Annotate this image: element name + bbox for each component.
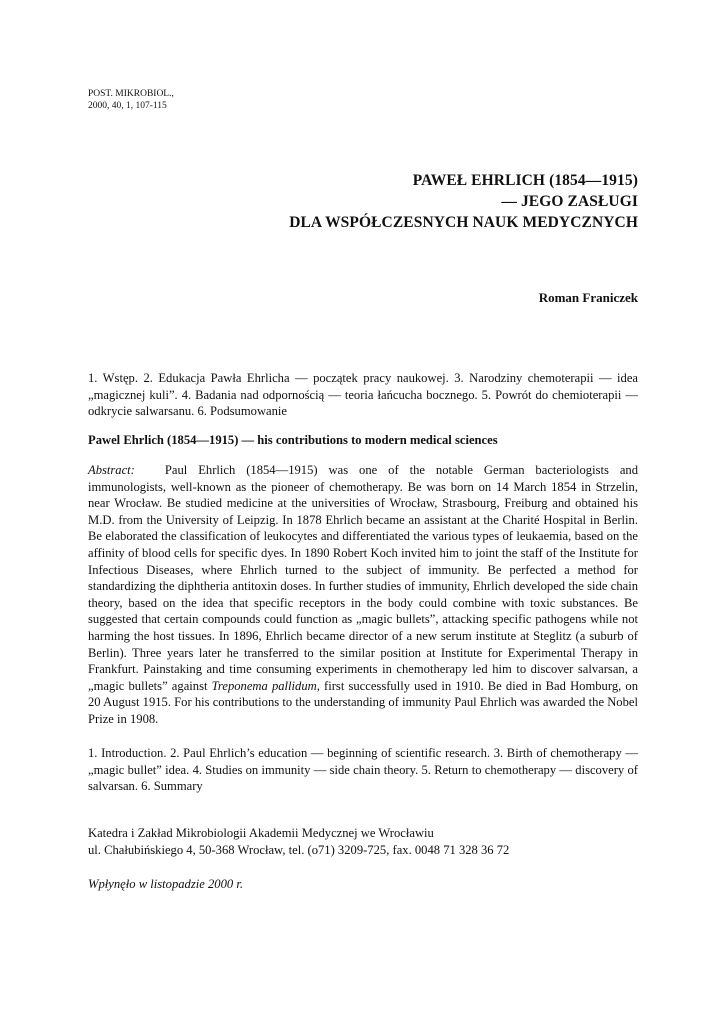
contents-polish: 1. Wstęp. 2. Edukacja Pawła Ehrlicha — początek pracy naukowej. 3. Narodziny chemoterapii — idea „magicznej kuli”. 4. Badania nad odpornością — teoria łańcucha bocznego. 5. Powrót do chemioterapii — odkrycie salwarsanu. 6. Podsumowanie bbox=[88, 371, 638, 419]
title-line-2: — JEGO ZASŁUGI bbox=[501, 193, 638, 210]
abstract-label: Abstract: bbox=[88, 463, 135, 477]
received-date: Wpłynęło w listopadzie 2000 r. bbox=[88, 877, 243, 891]
affiliation bbox=[88, 825, 638, 858]
abstract-species: Treponema pallidum, bbox=[211, 678, 320, 693]
journal-citation bbox=[88, 88, 174, 112]
abstract bbox=[88, 462, 638, 728]
journal-volume: 2000, 40, 1, 107-115 bbox=[88, 101, 167, 111]
author-name: Roman Franiczek bbox=[538, 290, 638, 305]
affiliation-line-2: ul. Chałubińskiego 4, 50-368 Wrocław, tel. (o71) 3209-725, fax. 0048 71 328 36 72 bbox=[88, 842, 510, 857]
affiliation-line-1: Katedra i Zakład Mikrobiologii Akademii Medycznej we Wrocławiu bbox=[88, 826, 434, 840]
title-line-1: PAWEŁ EHRLICH (1854—1915) bbox=[412, 172, 638, 189]
abstract-text-1: Paul Ehrlich (1854—1915) was one of the notable German bacteriologists and immunologists, well-known as the pioneer of chemotherapy. Be was born on 14 March 1854 in Strzelin, near Wrocław. Be studied medicine at the universities of Wrocław, Strasbourg, Freiburg and obtained his M.D. from the University of Leipzig. In 1878 Ehrlich became an assistant at the Charité Hospital in Berlin. Be elaborated the classification of leukocytes and differentiated the various types of leukaemia, based on the affinity of blood cells for specific dyes. In 1890 Robert Koch invited him to joint the staff of the Institute for Infectious Diseases, where Ehrlich turned to the subject of immunity. Be perfected a method for standardizing the diphtheria antitoxin doses. In further studies of immunity, Ehrlich developed the side chain theory, based on the idea that specific receptors in the body could combine with toxic substances. Be suggested that certain compounds could function as „magic bullets”, attacking specific pathogens while not harming the host tissues. In 1896, Ehrlich became director of a new serum institute at Steglitz (a suburb of Berlin). Three years later he transferred to the similar position at Institute for Experimental Therapy in Frankfurt. Painstaking and time consuming experiments in chemotherapy led him to discover salvarsan, a „magic bullets” against bbox=[88, 463, 638, 693]
journal-name: POST. MIKROBIOL., bbox=[88, 89, 174, 99]
english-title: Pawel Ehrlich (1854—1915) — his contributions to modern medical sciences bbox=[88, 433, 498, 447]
title-line-3: DLA WSPÓŁCZESNYCH NAUK MEDYCZNYCH bbox=[289, 214, 638, 231]
contents-english: 1. Introduction. 2. Paul Ehrlich’s education — beginning of scientific research. 3. Birth of chemotherapy — „magic bullet” idea. 4. Studies on immunity — side chain theory. 5. Return to chemotherapy — discovery of salvarsan. 6. Summary bbox=[88, 746, 638, 794]
paper-title bbox=[118, 170, 638, 233]
abstract-text-2: first successfully used in 1910. Be died in Bad Homburg, on 20 August 1915. For his contributions to the understanding of immunity Paul Ehrlich was awarded the Nobel Prize in 1908. bbox=[88, 678, 638, 726]
